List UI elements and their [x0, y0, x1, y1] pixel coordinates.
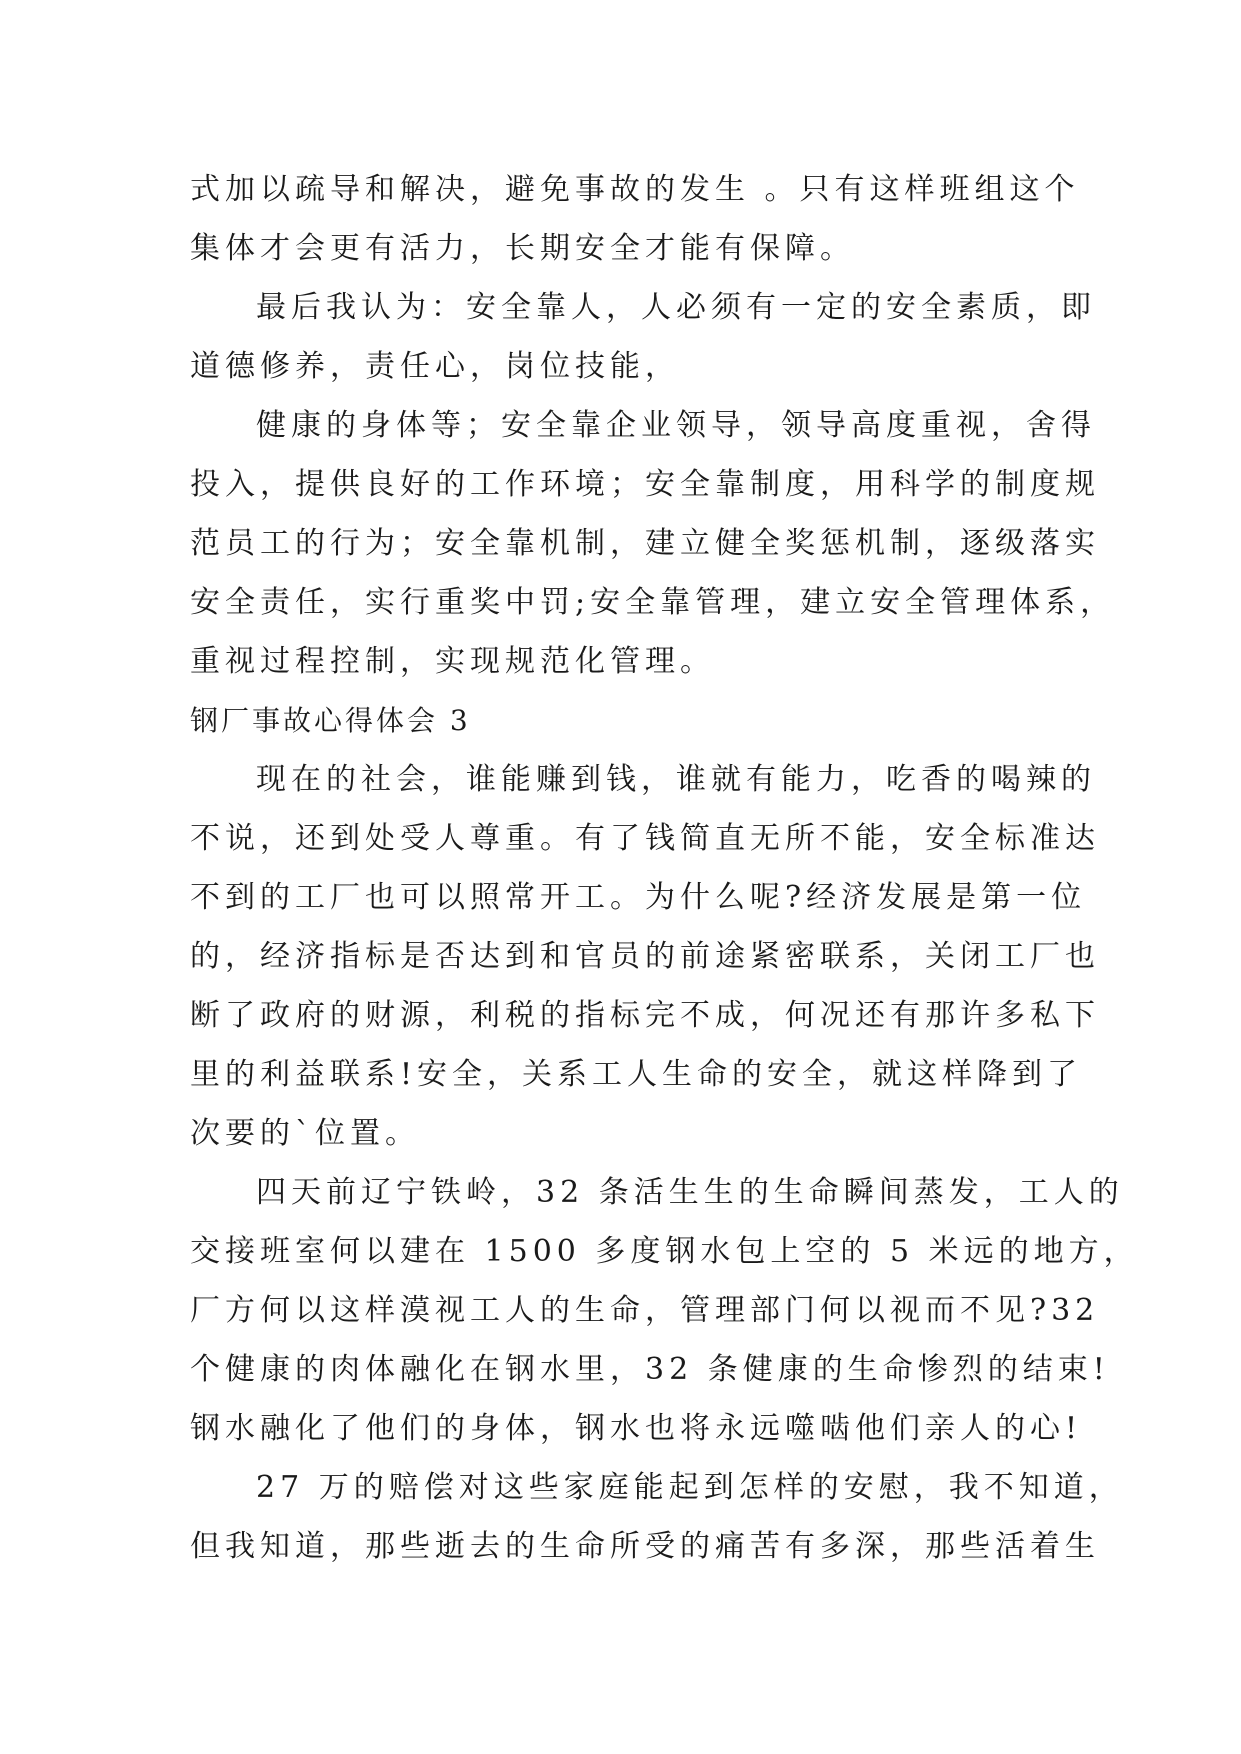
text-line: 四天前辽宁铁岭，32 条活生生的生命瞬间蒸发，工人的: [256, 1175, 1124, 1210]
text-line: 范员工的行为；安全靠机制，建立健全奖惩机制，逐级落实: [190, 526, 1100, 561]
body-text: [190, 160, 1139, 1576]
text-line: 不到的工厂也可以照常开工。为什么呢?经济发展是第一位: [190, 880, 1087, 915]
text-line: 重视过程控制，实现规范化管理。: [190, 644, 715, 679]
text-line: 道德修养，责任心，岗位技能，: [190, 349, 680, 384]
text-line: 不说，还到处受人尊重。有了钱简直无所不能，安全标准达: [190, 821, 1100, 856]
text-line: 27 万的赔偿对这些家庭能起到怎样的安慰，我不知道，: [256, 1470, 1124, 1505]
text-line: 现在的社会，谁能赚到钱，谁就有能力，吃香的喝辣的: [256, 762, 1096, 797]
text-line: 最后我认为：安全靠人，人必须有一定的安全素质，即: [256, 290, 1096, 325]
text-line: 健康的身体等；安全靠企业领导，领导高度重视，舍得: [256, 408, 1096, 443]
section-heading: 钢厂事故心得体会 3: [190, 704, 471, 737]
text-line: 断了政府的财源，利税的指标完不成，何况还有那许多私下: [190, 998, 1100, 1033]
text-line: 交接班室何以建在 1500 多度钢水包上空的 5 米远的地方，: [190, 1234, 1139, 1269]
text-line: 集体才会更有活力，长期安全才能有保障。: [190, 231, 855, 266]
text-line: 式加以疏导和解决，避免事故的发生 。只有这样班组这个: [190, 172, 1080, 207]
text-line: 个健康的肉体融化在钢水里，32 条健康的生命惨烈的结束!: [190, 1352, 1110, 1387]
text-line: 的，经济指标是否达到和官员的前途紧密联系，关闭工厂也: [190, 939, 1100, 974]
text-line: 厂方何以这样漠视工人的生命，管理部门何以视而不见?32: [190, 1293, 1100, 1328]
text-line: 次要的`位置。: [190, 1116, 420, 1151]
text-line: 安全责任，实行重奖中罚;安全靠管理，建立安全管理体系，: [190, 585, 1116, 620]
text-line: 但我知道，那些逝去的生命所受的痛苦有多深，那些活着生: [190, 1529, 1100, 1564]
text-line: 钢水融化了他们的身体，钢水也将永远噬啮他们亲人的心!: [190, 1411, 1083, 1446]
text-line: 投入，提供良好的工作环境；安全靠制度，用科学的制度规: [190, 467, 1100, 502]
text-line: 里的利益联系!安全，关系工人生命的安全，就这样降到了: [190, 1057, 1083, 1092]
